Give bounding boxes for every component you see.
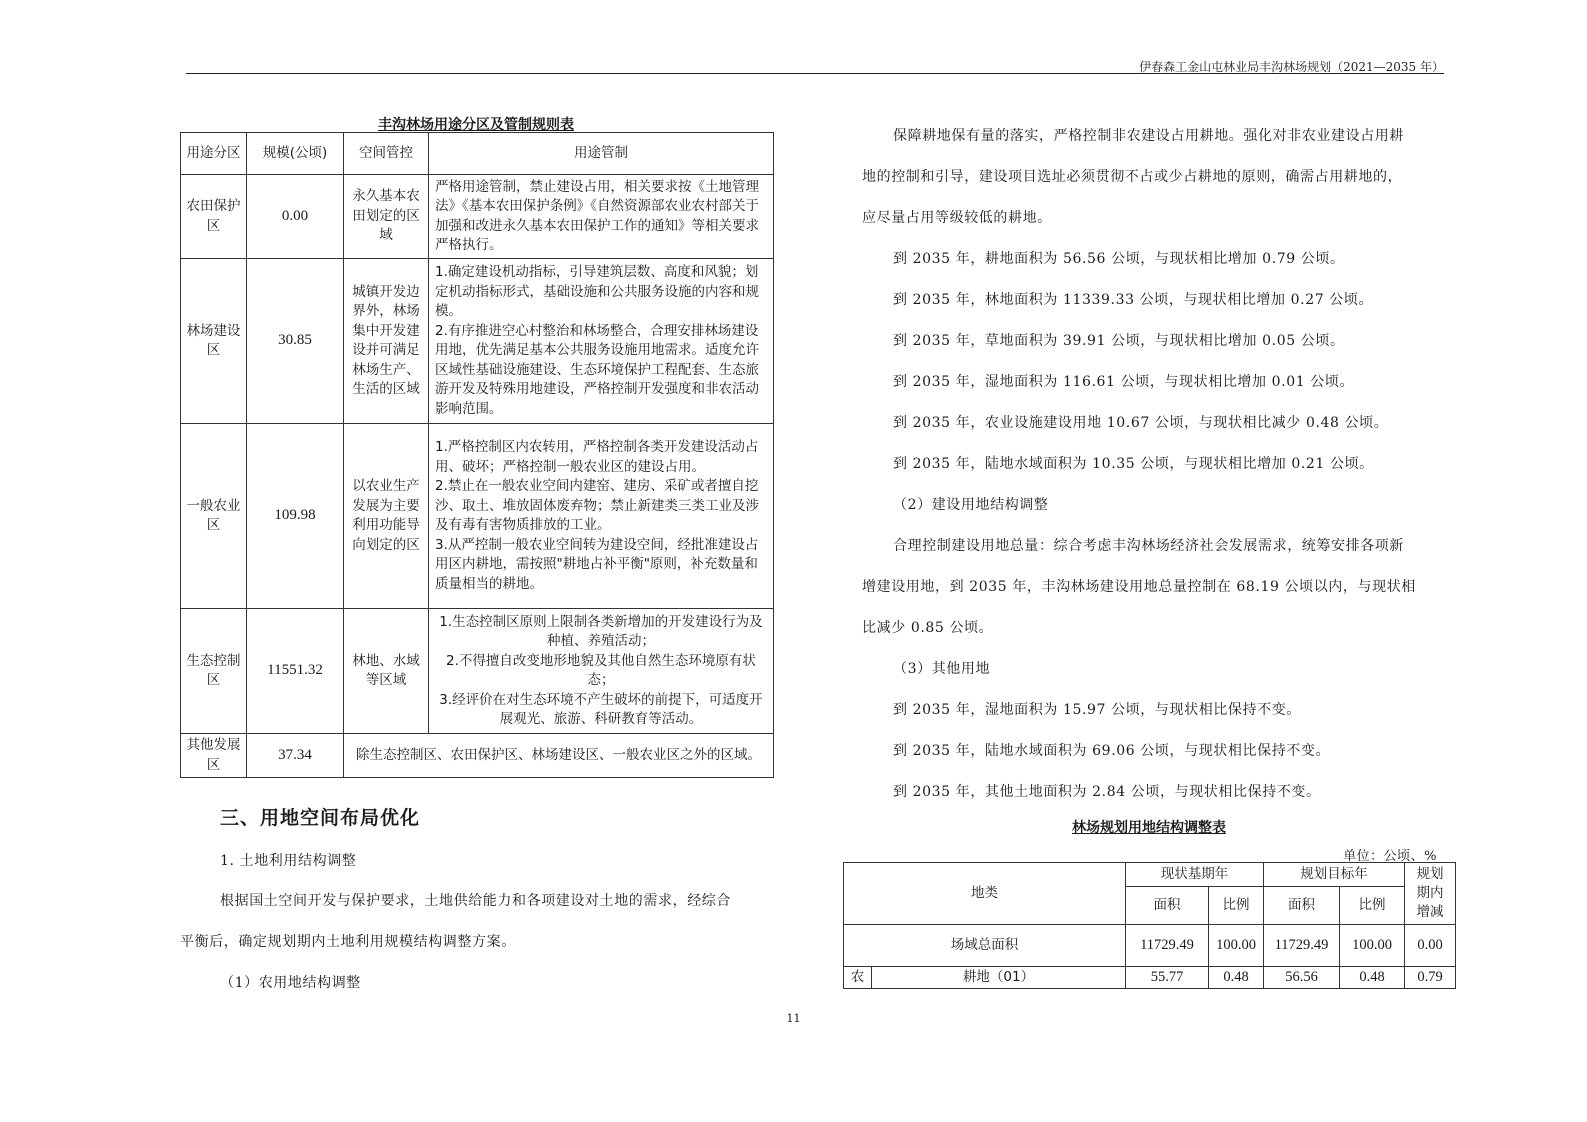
header-base-ratio: 比例 bbox=[1209, 887, 1264, 925]
category-cell: 农 bbox=[844, 967, 872, 989]
table-header-row bbox=[181, 133, 774, 175]
land-name-cell: 耕地（01） bbox=[872, 967, 1126, 989]
scale-cell: 11551.32 bbox=[247, 609, 344, 734]
scale-cell: 109.98 bbox=[247, 424, 344, 609]
control-cell: 林地、水域等区域 bbox=[344, 609, 429, 734]
header-zone: 用途分区 bbox=[181, 133, 247, 175]
table-row bbox=[181, 424, 774, 609]
change-cell: 0.00 bbox=[1405, 925, 1456, 967]
base-area-cell: 11729.49 bbox=[1126, 925, 1209, 967]
paragraph-line: 保障耕地保有量的落实，严格控制非农建设占用耕地。强化对非农业建设占用耕 bbox=[893, 128, 1404, 144]
rule-item: 3.经评价在对生态环境不产生破坏的前提下，可适度开展观光、旅游、科研教育等活动。 bbox=[439, 691, 763, 727]
paragraph-line: 合理控制建设用地总量：综合考虑丰沟林场经济社会发展需求，统筹安排各项新 bbox=[893, 538, 1404, 554]
list-item: 到 2035 年，农业设施建设用地 10.67 公顷，与现状相比减少 0.48 公顷。 bbox=[893, 415, 1389, 431]
subheading-agricultural: （1）农用地结构调整 bbox=[220, 975, 361, 991]
list-item: 到 2035 年，林地面积为 11339.33 公顷，与现状相比增加 0.27 公顷。 bbox=[893, 292, 1374, 308]
header-scale: 规模(公顷) bbox=[247, 133, 344, 175]
subheading-land-use: 1. 土地利用结构调整 bbox=[220, 853, 357, 869]
target-area-cell: 56.56 bbox=[1264, 967, 1340, 989]
rule-item: 3.从严控制一般农业空间转为建设空间，经批准建设占用区内耕地，需按照"耕地占补平衡"原则，补充数量和质量相当的耕地。 bbox=[435, 536, 759, 592]
scale-cell: 37.34 bbox=[247, 734, 344, 778]
list-item: 到 2035 年，其他土地面积为 2.84 公顷，与现状相比保持不变。 bbox=[893, 784, 1321, 800]
scale-cell: 0.00 bbox=[247, 175, 344, 259]
list-item: 到 2035 年，陆地水域面积为 69.06 公顷，与现状相比保持不变。 bbox=[893, 743, 1331, 759]
paragraph-line: 应尽量占用等级较低的耕地。 bbox=[862, 210, 1052, 226]
zoning-control-table bbox=[180, 132, 774, 778]
subheading-other: （3）其他用地 bbox=[893, 661, 991, 677]
zone-cell: 林场建设区 bbox=[181, 259, 247, 424]
target-area-cell: 11729.49 bbox=[1264, 925, 1340, 967]
land-name-cell: 场域总面积 bbox=[844, 925, 1126, 967]
table-row bbox=[181, 175, 774, 259]
table-row bbox=[181, 734, 774, 778]
change-cell: 0.79 bbox=[1405, 967, 1456, 989]
land-structure-table bbox=[843, 862, 1456, 989]
table-row bbox=[844, 925, 1456, 967]
table-header-row bbox=[844, 863, 1456, 887]
rule-item: 2.不得擅自改变地形地貌及其他自然生态环境原有状态； bbox=[446, 652, 756, 688]
rule-item: 严格用途管制，禁止建设占用，相关要求按《土地管理法》《基本农田保护条例》《自然资源部农业农村部关于加强和改进永久基本农田保护工作的通知》等相关要求严格执行。 bbox=[435, 178, 759, 253]
zone-cell: 一般农业区 bbox=[181, 424, 247, 609]
list-item: 到 2035 年，湿地面积为 15.97 公顷，与现状相比保持不变。 bbox=[893, 702, 1301, 718]
subheading-construction: （2）建设用地结构调整 bbox=[893, 497, 1049, 513]
paragraph-line: 根据国土空间开发与保护要求，土地供给能力和各项建设对土地的需求，经综合 bbox=[220, 893, 731, 909]
rules-cell bbox=[429, 175, 774, 259]
zone-cell: 农田保护区 bbox=[181, 175, 247, 259]
zone-cell: 其他发展区 bbox=[181, 734, 247, 778]
zone-cell: 生态控制区 bbox=[181, 609, 247, 734]
base-area-cell: 55.77 bbox=[1126, 967, 1209, 989]
control-cell: 以农业生产发展为主要 利用功能导向划定的区 bbox=[344, 424, 429, 609]
header-change: 规划期内增减 bbox=[1405, 863, 1456, 925]
rules-cell bbox=[429, 424, 774, 609]
table1-caption: 丰沟林场用途分区及管制规则表 bbox=[378, 117, 574, 133]
scale-cell: 30.85 bbox=[247, 259, 344, 424]
header-control: 空间管控 bbox=[344, 133, 429, 175]
table2-unit: 单位：公顷、% bbox=[1343, 849, 1437, 864]
header-base-area: 面积 bbox=[1126, 887, 1209, 925]
base-ratio-cell: 0.48 bbox=[1209, 967, 1264, 989]
rule-item: 2.有序推进空心村整治和林场整合，合理安排林场建设用地，优先满足基本公共服务设施用地需求。适度允许区域性基础设施建设、生态环境保护工程配套、生态旅游开发及特殊用地建设，严格控制开发强度和非农活动影响范围。 bbox=[435, 322, 759, 417]
control-cell: 城镇开发边界外，林场集中开发建设并可满足林场生产、生活的区域 bbox=[344, 259, 429, 424]
rule-item: 1.确定建设机动指标，引导建筑层数、高度和风貌；划定机动指标形式，基础设施和公共服务设施的内容和规模。 bbox=[435, 264, 759, 319]
header-target-area: 面积 bbox=[1264, 887, 1340, 925]
running-header: 伊春森工金山屯林业局丰沟林场规划（2021—2035 年） bbox=[1139, 60, 1444, 74]
control-cell: 永久基本农田划定的区域 bbox=[344, 175, 429, 259]
table-row bbox=[181, 259, 774, 424]
rules-cell bbox=[429, 609, 774, 734]
list-item: 到 2035 年，耕地面积为 56.56 公顷，与现状相比增加 0.79 公顷。 bbox=[893, 251, 1345, 267]
header-target-year: 规划目标年 bbox=[1264, 863, 1405, 887]
list-item: 到 2035 年，湿地面积为 116.61 公顷，与现状相比增加 0.01 公顷。 bbox=[893, 374, 1355, 390]
header-target-ratio: 比例 bbox=[1340, 887, 1405, 925]
section-heading: 三、用地空间布局优化 bbox=[220, 807, 421, 829]
target-ratio-cell: 0.48 bbox=[1340, 967, 1405, 989]
header-base-year: 现状基期年 bbox=[1126, 863, 1264, 887]
paragraph-line: 平衡后，确定规划期内土地利用规模结构调整方案。 bbox=[180, 934, 516, 950]
rule-item: 1.生态控制区原则上限制各类新增加的开发建设行为及种植、养殖活动； bbox=[439, 613, 763, 649]
base-ratio-cell: 100.00 bbox=[1209, 925, 1264, 967]
list-item: 到 2035 年，陆地水域面积为 10.35 公顷，与现状相比增加 0.21 公顷。 bbox=[893, 456, 1374, 472]
paragraph-line: 增建设用地，到 2035 年，丰沟林场建设用地总量控制在 68.19 公顷以内，与现状相 bbox=[862, 579, 1416, 595]
control-cell: 除生态控制区、农田保护区、林场建设区、一般农业区之外的区域。 bbox=[344, 734, 774, 778]
table2-caption: 林场规划用地结构调整表 bbox=[1072, 820, 1226, 836]
paragraph-line: 比减少 0.85 公顷。 bbox=[862, 620, 994, 636]
rules-cell bbox=[429, 259, 774, 424]
header-divider bbox=[186, 73, 1444, 74]
list-item: 到 2035 年，草地面积为 39.91 公顷，与现状相比增加 0.05 公顷。 bbox=[893, 333, 1345, 349]
header-rules: 用途管制 bbox=[429, 133, 774, 175]
paragraph-line: 地的控制和引导，建设项目选址必须贯彻不占或少占耕地的原则，确需占用耕地的， bbox=[862, 169, 1403, 185]
header-land-type: 地类 bbox=[844, 863, 1126, 925]
table-row bbox=[181, 609, 774, 734]
rule-item: 2.禁止在一般农业空间内建窑、建房、采矿或者擅自挖沙、取土、堆放固体废弃物；禁止新建类三类工业及涉及有毒有害物质排放的工业。 bbox=[435, 478, 759, 533]
page-number: 11 bbox=[786, 1012, 801, 1025]
table-row bbox=[844, 967, 1456, 989]
target-ratio-cell: 100.00 bbox=[1340, 925, 1405, 967]
rule-item: 1.严格控制区内农转用，严格控制各类开发建设活动占用、破坏；严格控制一般农业区的建设占用。 bbox=[435, 439, 759, 475]
